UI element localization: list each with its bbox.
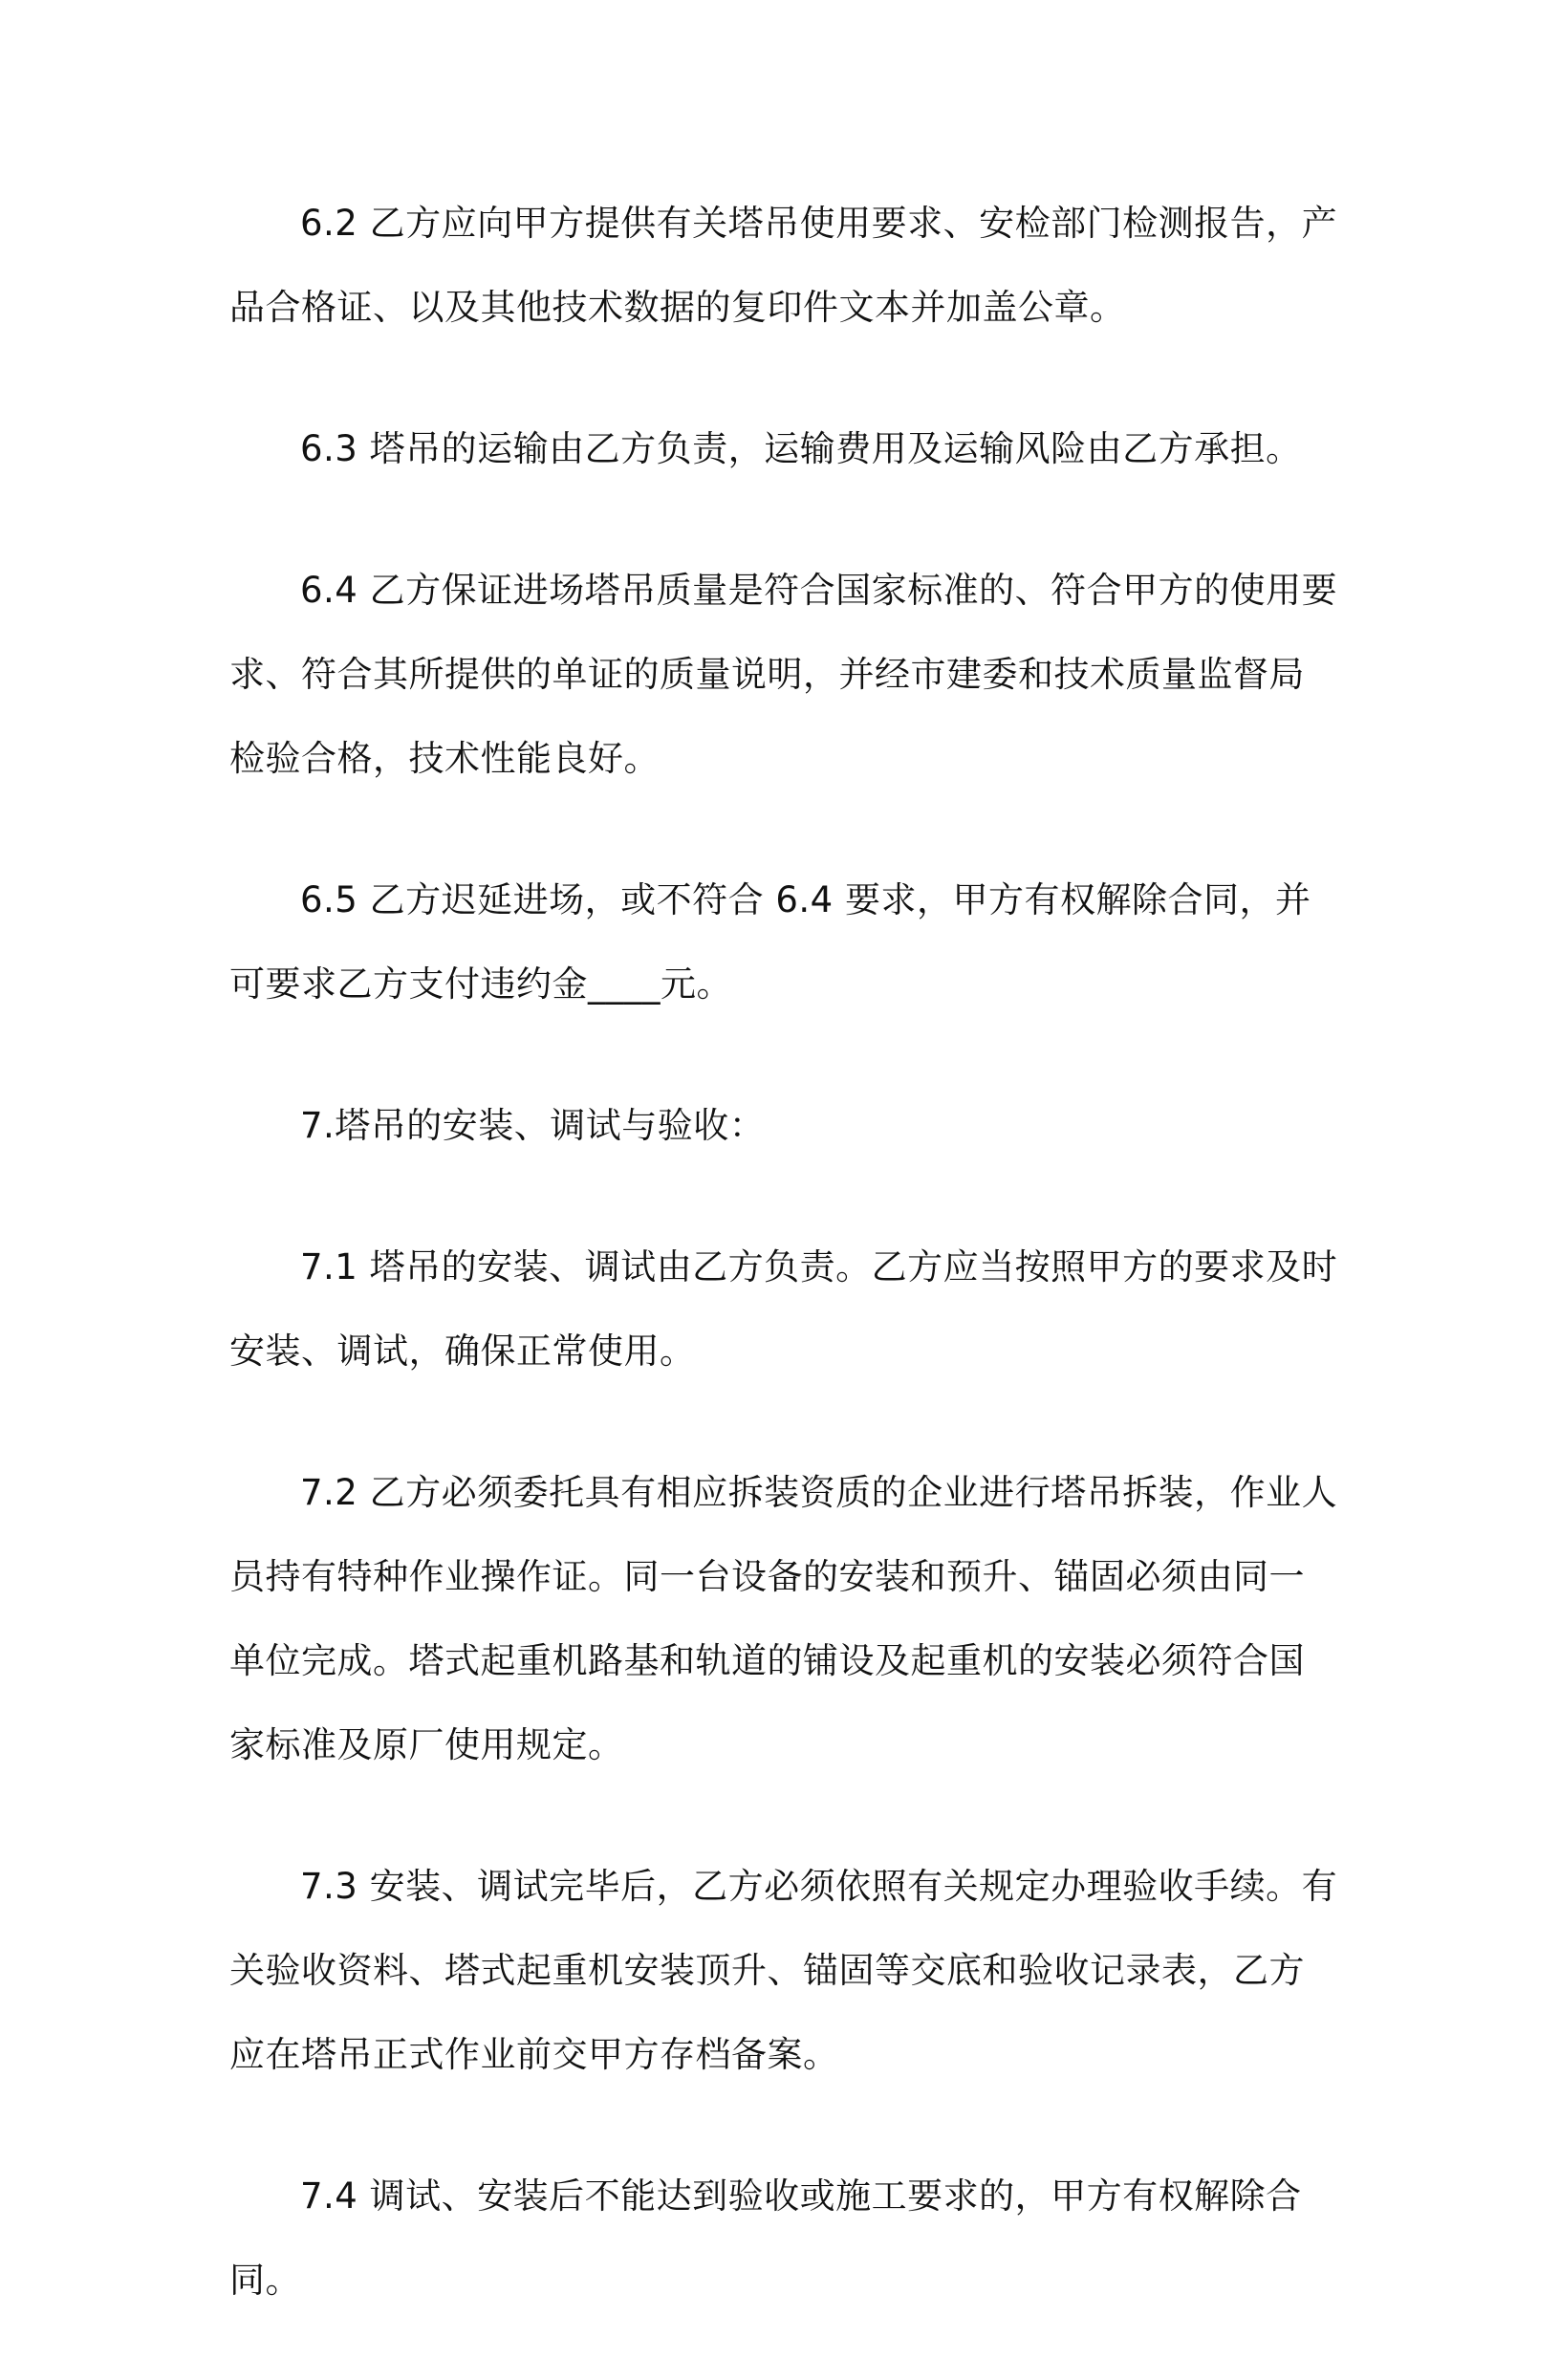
clause-6-4: 6.4 乙方保证进场塔吊质量是符合国家标准的、符合甲方的使用要求、符合其所提供的单证的质量说明，并经市建委和技术质量监督局检验合格，技术性能良好。 (229, 570, 1338, 779)
clause-6-3: 6.3 塔吊的运输由乙方负责，运输费用及运输风险由乙方承担。 (300, 428, 1302, 469)
clause-7-1: 7.1 塔吊的安装、调试由乙方负责。乙方应当按照甲方的要求及时安装、调试，确保正常使用。 (229, 1246, 1338, 1372)
document-body (229, 182, 1338, 2380)
clause-6-2: 6.2 乙方应向甲方提供有关塔吊使用要求、安检部门检测报告，产品合格证、以及其他技术数据的复印件文本并加盖公章。 (229, 203, 1338, 328)
section-7-heading: 7.塔吊的安装、调试与验收： (300, 1105, 766, 1146)
clause-7-4: 7.4 调试、安装后不能达到验收或施工要求的，甲方有权解除合同。 (229, 2175, 1302, 2301)
clause-6-5: 6.5 乙方迟延进场，或不符合 6.4 要求，甲方有权解除合同，并可要求乙方支付违约金____元。 (229, 879, 1311, 1005)
clause-7-3: 7.3 安装、调试完毕后，乙方必须依照有关规定办理验收手续。有关验收资料、塔式起重机安装顶升、锚固等交底和验收记录表，乙方应在塔吊正式作业前交甲方存档备案。 (229, 1866, 1338, 2075)
clause-7-2: 7.2 乙方必须委托具有相应拆装资质的企业进行塔吊拆装，作业人员持有特种作业操作证。同一台设备的安装和预升、锚固必须由同一单位完成。塔式起重机路基和轨道的铺设及起重机的安装必须符合国家标准及原厂使用规定。 (229, 1472, 1338, 1765)
